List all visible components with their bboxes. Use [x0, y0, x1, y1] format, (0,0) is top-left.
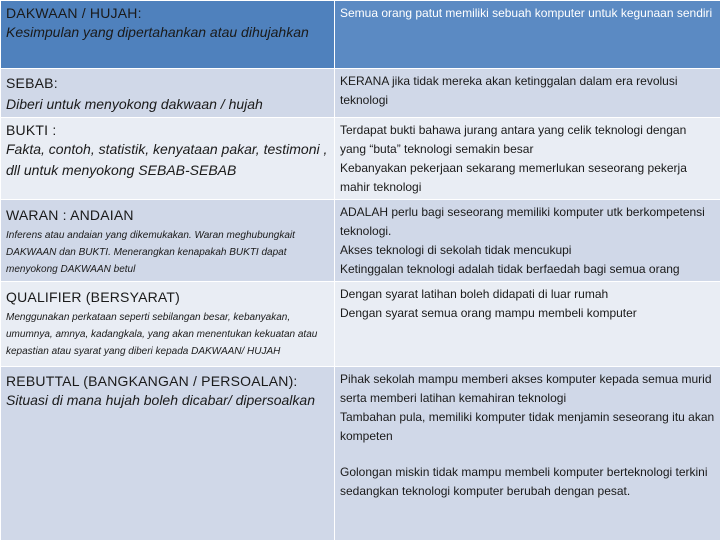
row-title: SEBAB: — [6, 75, 58, 91]
table-row — [1, 282, 720, 367]
row-description: Diberi untuk menyokong dakwaan / hujah — [6, 96, 263, 112]
row-description: Fakta, contoh, statistik, kenyataan pakar, testimoni , dll untuk menyokong SEBAB-SEBAB — [6, 141, 328, 178]
row-value-line: Golongan miskin tidak mampu membeli komputer berteknologi terkini sedangkan teknologi komputer berubah dengan pesat. — [340, 465, 708, 498]
row-label-cell — [1, 282, 335, 367]
table-row — [1, 69, 720, 118]
row-value-line: ADALAH perlu bagi seseorang memiliki komputer utk berkompetensi teknologi. — [340, 205, 705, 238]
row-value-cell — [335, 367, 720, 540]
row-value-line: Ketinggalan teknologi adalah tidak berfaedah bagi semua orang — [340, 262, 680, 276]
table-row — [1, 1, 720, 69]
table-row — [1, 367, 720, 540]
row-title: BUKTI : — [6, 122, 57, 138]
row-title: DAKWAAN / HUJAH: — [6, 5, 142, 21]
row-value-line: Dengan syarat latihan boleh didapati di luar rumah — [340, 287, 609, 301]
row-value-cell — [335, 1, 720, 69]
row-value-line: Akses teknologi di sekolah tidak mencukupi — [340, 243, 572, 257]
row-value-line: KERANA jika tidak mereka akan ketinggalan dalam era revolusi teknologi — [340, 74, 678, 107]
row-title: QUALIFIER (BERSYARAT) — [6, 289, 181, 305]
row-label-cell — [1, 367, 335, 540]
row-description: Situasi di mana hujah boleh dicabar/ dipersoalkan — [6, 392, 315, 408]
row-label-cell — [1, 1, 335, 69]
row-value-line: Pihak sekolah mampu memberi akses komputer kepada semua murid serta memberi latihan kemahiran teknologi — [340, 372, 712, 405]
table-row — [1, 200, 720, 282]
row-value-line: Tambahan pula, memiliki komputer tidak menjamin seseorang itu akan kompeten — [340, 410, 715, 443]
row-value-line: Terdapat bukti bahawa jurang antara yang celik teknologi dengan yang “buta” teknologi semakin besar — [340, 123, 687, 156]
row-label-cell — [1, 118, 335, 200]
row-label-cell — [1, 200, 335, 282]
row-description: Menggunakan perkataan seperti sebilangan besar, kebanyakan, umumnya, amnya, kadangkala, yang akan menentukan kekuatan atau kepastian atau syarat yang diberi kepada DAKWAAN/ HUJAH — [6, 312, 318, 357]
row-description: Kesimpulan yang dipertahankan atau dihujahkan — [6, 24, 309, 40]
table-row — [1, 118, 720, 200]
row-value-cell — [335, 282, 720, 367]
row-value-cell — [335, 118, 720, 200]
row-value-cell — [335, 200, 720, 282]
row-value-cell — [335, 69, 720, 118]
row-value-line: Kebanyakan pekerjaan sekarang memerlukan seseorang pekerja mahir teknologi — [340, 161, 687, 194]
row-title: WARAN : ANDAIAN — [6, 207, 134, 223]
row-value-line: Semua orang patut memiliki sebuah komputer untuk kegunaan sendiri — [340, 6, 713, 20]
row-label-cell — [1, 69, 335, 118]
row-title: REBUTTAL (BANGKANGAN / PERSOALAN): — [6, 373, 298, 389]
paragraph-gap — [340, 446, 715, 463]
row-description: Inferens atau andaian yang dikemukakan. Waran meghubungkait DAKWAAN dan BUKTI. Menerangkan kenapakah BUKTI dapat menyokong DAKWAAN betul — [6, 230, 295, 275]
row-value-line: Dengan syarat semua orang mampu membeli komputer — [340, 306, 637, 320]
